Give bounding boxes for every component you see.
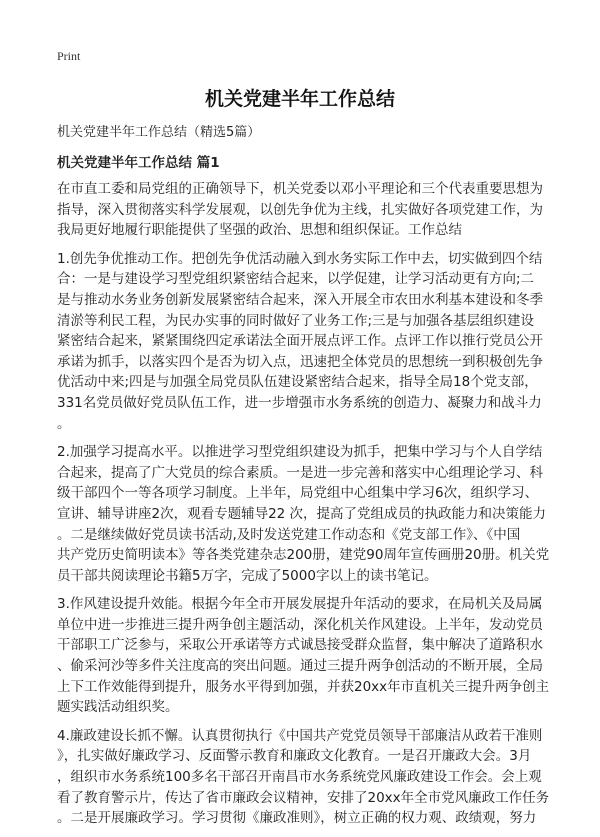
text-line: 是与推动水务业务创新发展紧密结合起来，深入开展全市农田水利基本建设和冬季 <box>57 291 543 308</box>
text-line: 》，扎实做好廉政学习、反面警示教育和廉政文化教育。一是召开廉政大会。3月 <box>57 748 532 765</box>
text-line: 。二是开展廉政学习。学习贯彻《廉政准则》，树立正确的权力观、政绩观，努力 <box>57 810 537 827</box>
document-body <box>57 179 550 837</box>
text-line: 331名党员做好党员队伍工作，进一步增强市水务系统的创造力、凝聚力和战斗力 <box>57 394 542 411</box>
text-line: 级干部四个一等各项学习制度。上半年，局党组中心组集中学习6次，组织学习、 <box>57 485 539 502</box>
text-line: 员干部共阅读理论书籍5万字，完成了5000字以上的读书笔记。 <box>57 567 438 584</box>
text-line: 3.作风建设提升效能。根据今年全市开展发展提升年活动的要求，在局机关及局属 <box>57 596 543 613</box>
text-line: 在市直工委和局党组的正确领导下，机关党委以邓小平理论和三个代表重要思想为 <box>57 181 543 197</box>
document-subtitle: 机关党建半年工作总结（精选5篇） <box>57 125 261 140</box>
section-heading: 机关党建半年工作总结 篇1 <box>57 155 220 171</box>
text-line: 合起来，提高了广大党员的综合素质。一是进一步完善和落实中心组理论学习、科 <box>57 464 543 481</box>
text-line: 优活动中来;四是与加强全局党员队伍建设紧密结合起来，指导全局18个党支部， <box>57 374 538 391</box>
text-line: 宣讲、辅导讲座2次，观看专题辅导22 次，提高了党组成员的执政能力和决策能力 <box>57 505 547 522</box>
print-link[interactable]: Print <box>57 49 81 63</box>
text-line: 上下工作效能得到提升，服务水平得到加强，并获20xx年市直机关三提升两争创主 <box>57 678 550 695</box>
text-line: 4.廉政建设长抓不懈。认真贯彻执行《中国共产党党员领导干部廉洁从政若干准则 <box>57 727 543 744</box>
text-line: 2.加强学习提高水平。以推进学习型党组织建设为抓手，把集中学习与个人自学结 <box>57 444 543 461</box>
text-line: 、偷采河沙等多件关注度高的突出问题。通过三提升两争创活动的不断开展，全局 <box>57 658 543 675</box>
text-line: 单位中进一步推进三提升两争创主题活动，深化机关作风建设。上半年，发动党员 <box>57 616 543 633</box>
text-line: 看了教育警示片，传达了省市廉政会议精神，安排了20xx年全市党风廉政工作任务 <box>57 789 550 806</box>
paragraph <box>57 179 543 241</box>
text-line: 。二是继续做好党员读书活动,及时发送党建工作动态和《党支部工作》、《中国 <box>57 526 521 543</box>
paragraph <box>57 442 550 586</box>
text-line: 我局更好地履行职能提供了坚强的政治、思想和组织保证。工作总结 <box>57 222 462 239</box>
text-line: 指导，深入贯彻落实科学发展观，以创先争优为主线，扎实做好各项党建工作，为 <box>57 201 543 218</box>
text-line: 承诺为抓手，以落实四个是否为切入点，迅速把全体党员的思想统一到积极创先争 <box>57 353 543 370</box>
paragraph <box>57 594 550 718</box>
text-line: 干部职工广泛参与，采取公开承诺等方式诚恳接受群众监督，集中解决了道路积水 <box>57 637 543 654</box>
paragraph <box>57 726 550 829</box>
text-line: 合：一是与建设学习型党组织紧密结合起来，以学促建，让学习活动更有方向;二 <box>57 271 535 288</box>
text-line: 。 <box>57 415 71 432</box>
text-line: 1.创先争优推动工作。把创先争优活动融入到水务实际工作中去，切实做到四个结 <box>57 250 543 267</box>
text-line: 清淤等利民工程，为民办实事的同时做好了业务工作;三是与加强各基层组织建设 <box>57 312 535 329</box>
document-title: 机关党建半年工作总结 <box>204 88 395 110</box>
text-line: 共产党历史简明读本》等各类党建杂志200册，建党90周年宣传画册20册。机关党 <box>57 547 550 564</box>
text-line: 题实践活动组织奖。 <box>57 699 179 716</box>
text-line: 紧密结合起来，紧紧围绕四定承诺法全面开展点评工作。点评工作以推行党员公开 <box>57 333 543 350</box>
paragraph <box>57 249 543 434</box>
text-line: ，组织市水务系统100多名干部召开南昌市水务系统党风廉政建设工作会。会上观 <box>57 769 542 786</box>
